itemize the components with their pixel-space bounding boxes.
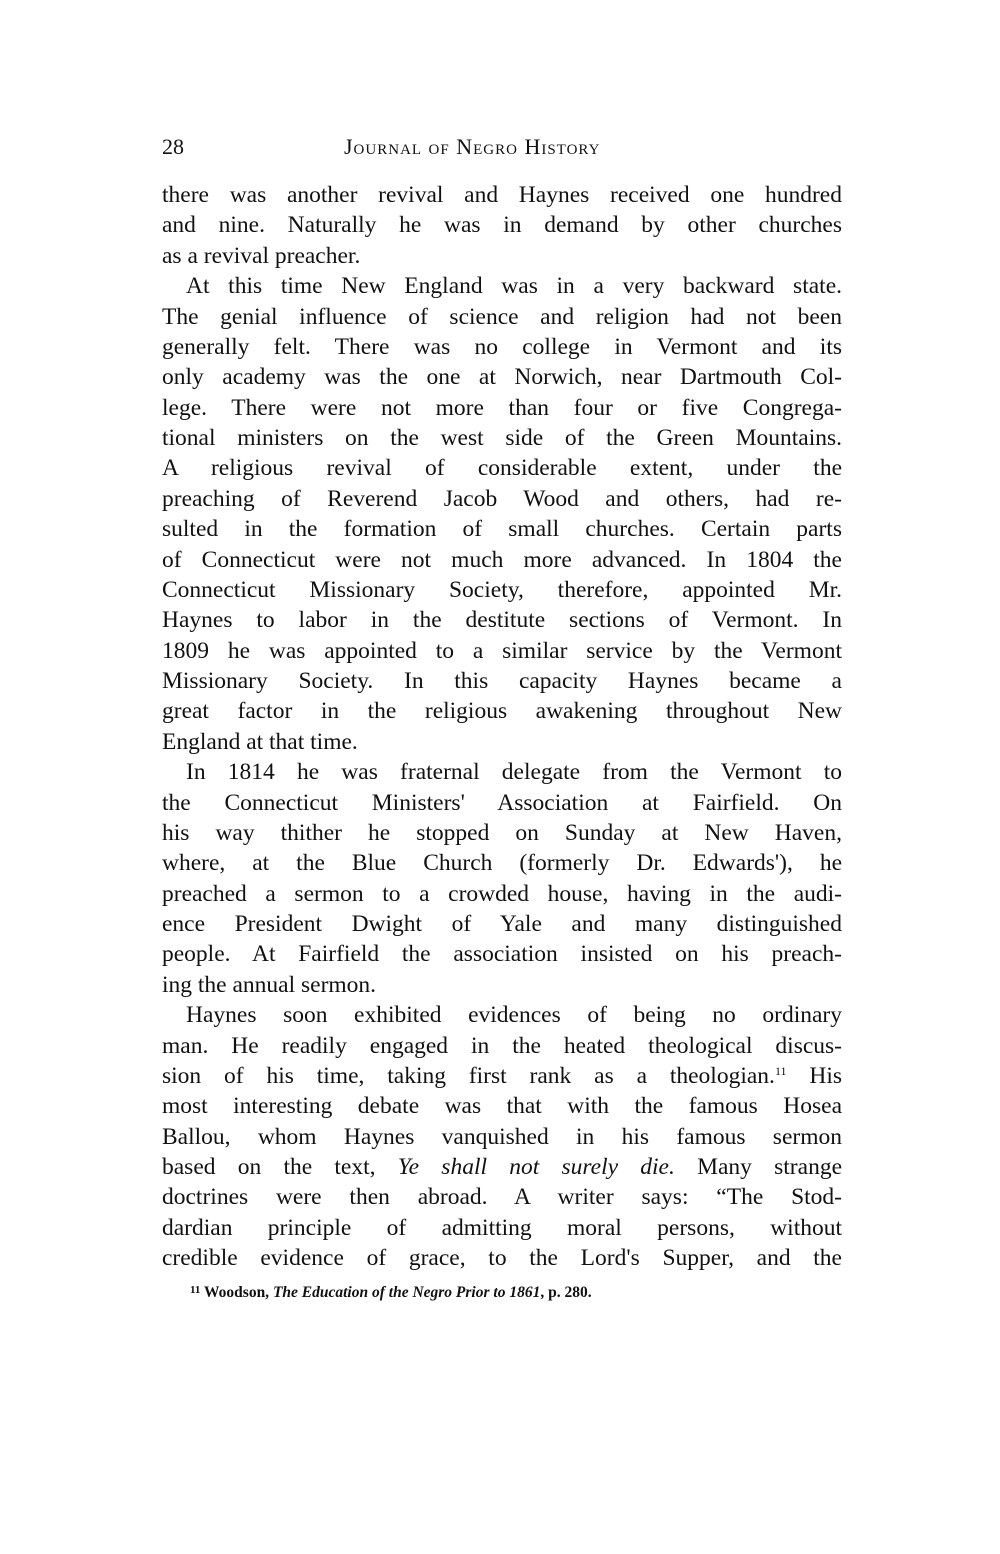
italic-text: Ye shall not surely die.	[397, 1154, 675, 1180]
text-line	[162, 788, 842, 818]
page-header	[162, 132, 842, 162]
line-text: most interesting debate was that with the famous Hosea	[162, 1093, 842, 1120]
line-text: sion of his time, taking first rank as a theologian.	[162, 1062, 775, 1089]
text-line	[162, 909, 842, 939]
text-line	[162, 575, 842, 605]
line-text: England at that time.	[162, 728, 358, 755]
line-text: only academy was the one at Norwich, near Dartmouth Col-	[162, 364, 842, 391]
text-line	[162, 1061, 842, 1091]
footnote-title: The Education of the Negro Prior to 1861	[272, 1283, 541, 1301]
text-line	[162, 1091, 842, 1121]
text-line	[162, 302, 842, 332]
text-line	[162, 545, 842, 575]
text-line	[162, 210, 842, 240]
text-line	[162, 636, 842, 666]
text-line	[162, 271, 842, 301]
footnote-reference: 11	[774, 1063, 787, 1078]
line-text: His	[786, 1062, 842, 1089]
line-text: the Connecticut Ministers' Association at Fairfield. On	[162, 789, 842, 816]
line-text: based on the text,	[162, 1154, 398, 1180]
text-line	[162, 757, 842, 787]
line-text: where, at the Blue Church (formerly Dr. Edwards'), he	[162, 850, 842, 877]
line-text: 1809 he was appointed to a similar service by the Vermont	[162, 637, 842, 664]
text-line	[162, 848, 842, 878]
text-line	[162, 1000, 842, 1030]
line-text: Ballou, whom Haynes vanquished in his famous sermon	[162, 1123, 842, 1150]
line-text: At this time New England was in a very backward state.	[186, 273, 842, 300]
line-text: preaching of Reverend Jacob Wood and others, had re-	[162, 485, 842, 512]
line-text: dardian principle of admitting moral persons, without	[162, 1214, 842, 1241]
line-text: tional ministers on the west side of the Green Mountains.	[162, 425, 842, 451]
line-text: man. He readily engaged in the heated theological discus-	[162, 1032, 842, 1059]
text-line	[162, 696, 842, 726]
line-text: great factor in the religious awakening throughout New	[162, 698, 842, 725]
text-line	[162, 423, 842, 453]
running-head: Journal of Negro History	[344, 134, 601, 159]
footnote-marker: 11	[190, 1283, 201, 1296]
line-text: credible evidence of grace, to the Lord's Supper, and the	[162, 1245, 842, 1272]
text-line	[162, 1182, 842, 1212]
text-line	[162, 818, 842, 848]
text-line	[162, 241, 842, 271]
text-line	[162, 453, 842, 483]
line-text: A religious revival of considerable extent, under the	[162, 455, 842, 482]
line-text: Missionary Society. In this capacity Haynes became a	[162, 668, 842, 694]
line-text: and nine. Naturally he was in demand by other churches	[162, 212, 842, 239]
footnote	[162, 1282, 842, 1304]
line-text: Connecticut Missionary Society, therefore, appointed Mr.	[162, 576, 842, 603]
text-line	[162, 605, 842, 635]
footnote-page: , p. 280.	[540, 1283, 592, 1301]
text-line	[162, 332, 842, 362]
text-line	[162, 514, 842, 544]
text-line	[162, 666, 842, 696]
text-line	[162, 180, 842, 210]
line-text: Haynes to labor in the destitute sections of Vermont. In	[162, 607, 842, 634]
line-text: Many strange	[674, 1154, 842, 1180]
line-text: doctrines were then abroad. A writer says: “The Stod-	[162, 1184, 842, 1211]
line-text: people. At Fairfield the association insisted on his preach-	[162, 941, 842, 968]
line-text: of Connecticut were not much more advanced. In 1804 the	[162, 546, 842, 573]
text-line	[162, 1122, 842, 1152]
line-text: lege. There were not more than four or five Congrega-	[162, 394, 842, 421]
text-line	[162, 970, 842, 1000]
line-text: In 1814 he was fraternal delegate from the Vermont to	[186, 759, 842, 786]
line-text: his way thither he stopped on Sunday at New Haven,	[162, 819, 842, 846]
text-line	[162, 393, 842, 423]
line-text: ence President Dwight of Yale and many distinguished	[162, 911, 842, 937]
line-text: The genial influence of science and religion had not been	[162, 303, 842, 330]
text-line	[162, 879, 842, 909]
text-line	[162, 1243, 842, 1273]
line-text: generally felt. There was no college in Vermont and its	[162, 333, 842, 360]
text-line	[162, 1031, 842, 1061]
line-text: sulted in the formation of small churches. Certain parts	[162, 516, 842, 543]
text-line	[162, 1152, 842, 1182]
text-line	[162, 727, 842, 757]
line-text: as a revival preacher.	[162, 242, 361, 269]
line-text: there was another revival and Haynes received one hundred	[162, 182, 842, 208]
line-text: ing the annual sermon.	[162, 971, 377, 998]
line-text: preached a sermon to a crowded house, having in the audi-	[162, 880, 842, 907]
page-number: 28	[162, 134, 184, 159]
text-line	[162, 484, 842, 514]
text-line	[162, 1213, 842, 1243]
page-content	[162, 180, 842, 1304]
text-line	[162, 939, 842, 969]
line-text: Haynes soon exhibited evidences of being no ordinary	[186, 1002, 842, 1029]
footnote-author: Woodson,	[204, 1283, 273, 1301]
text-line	[162, 362, 842, 392]
body-text	[162, 180, 842, 1274]
